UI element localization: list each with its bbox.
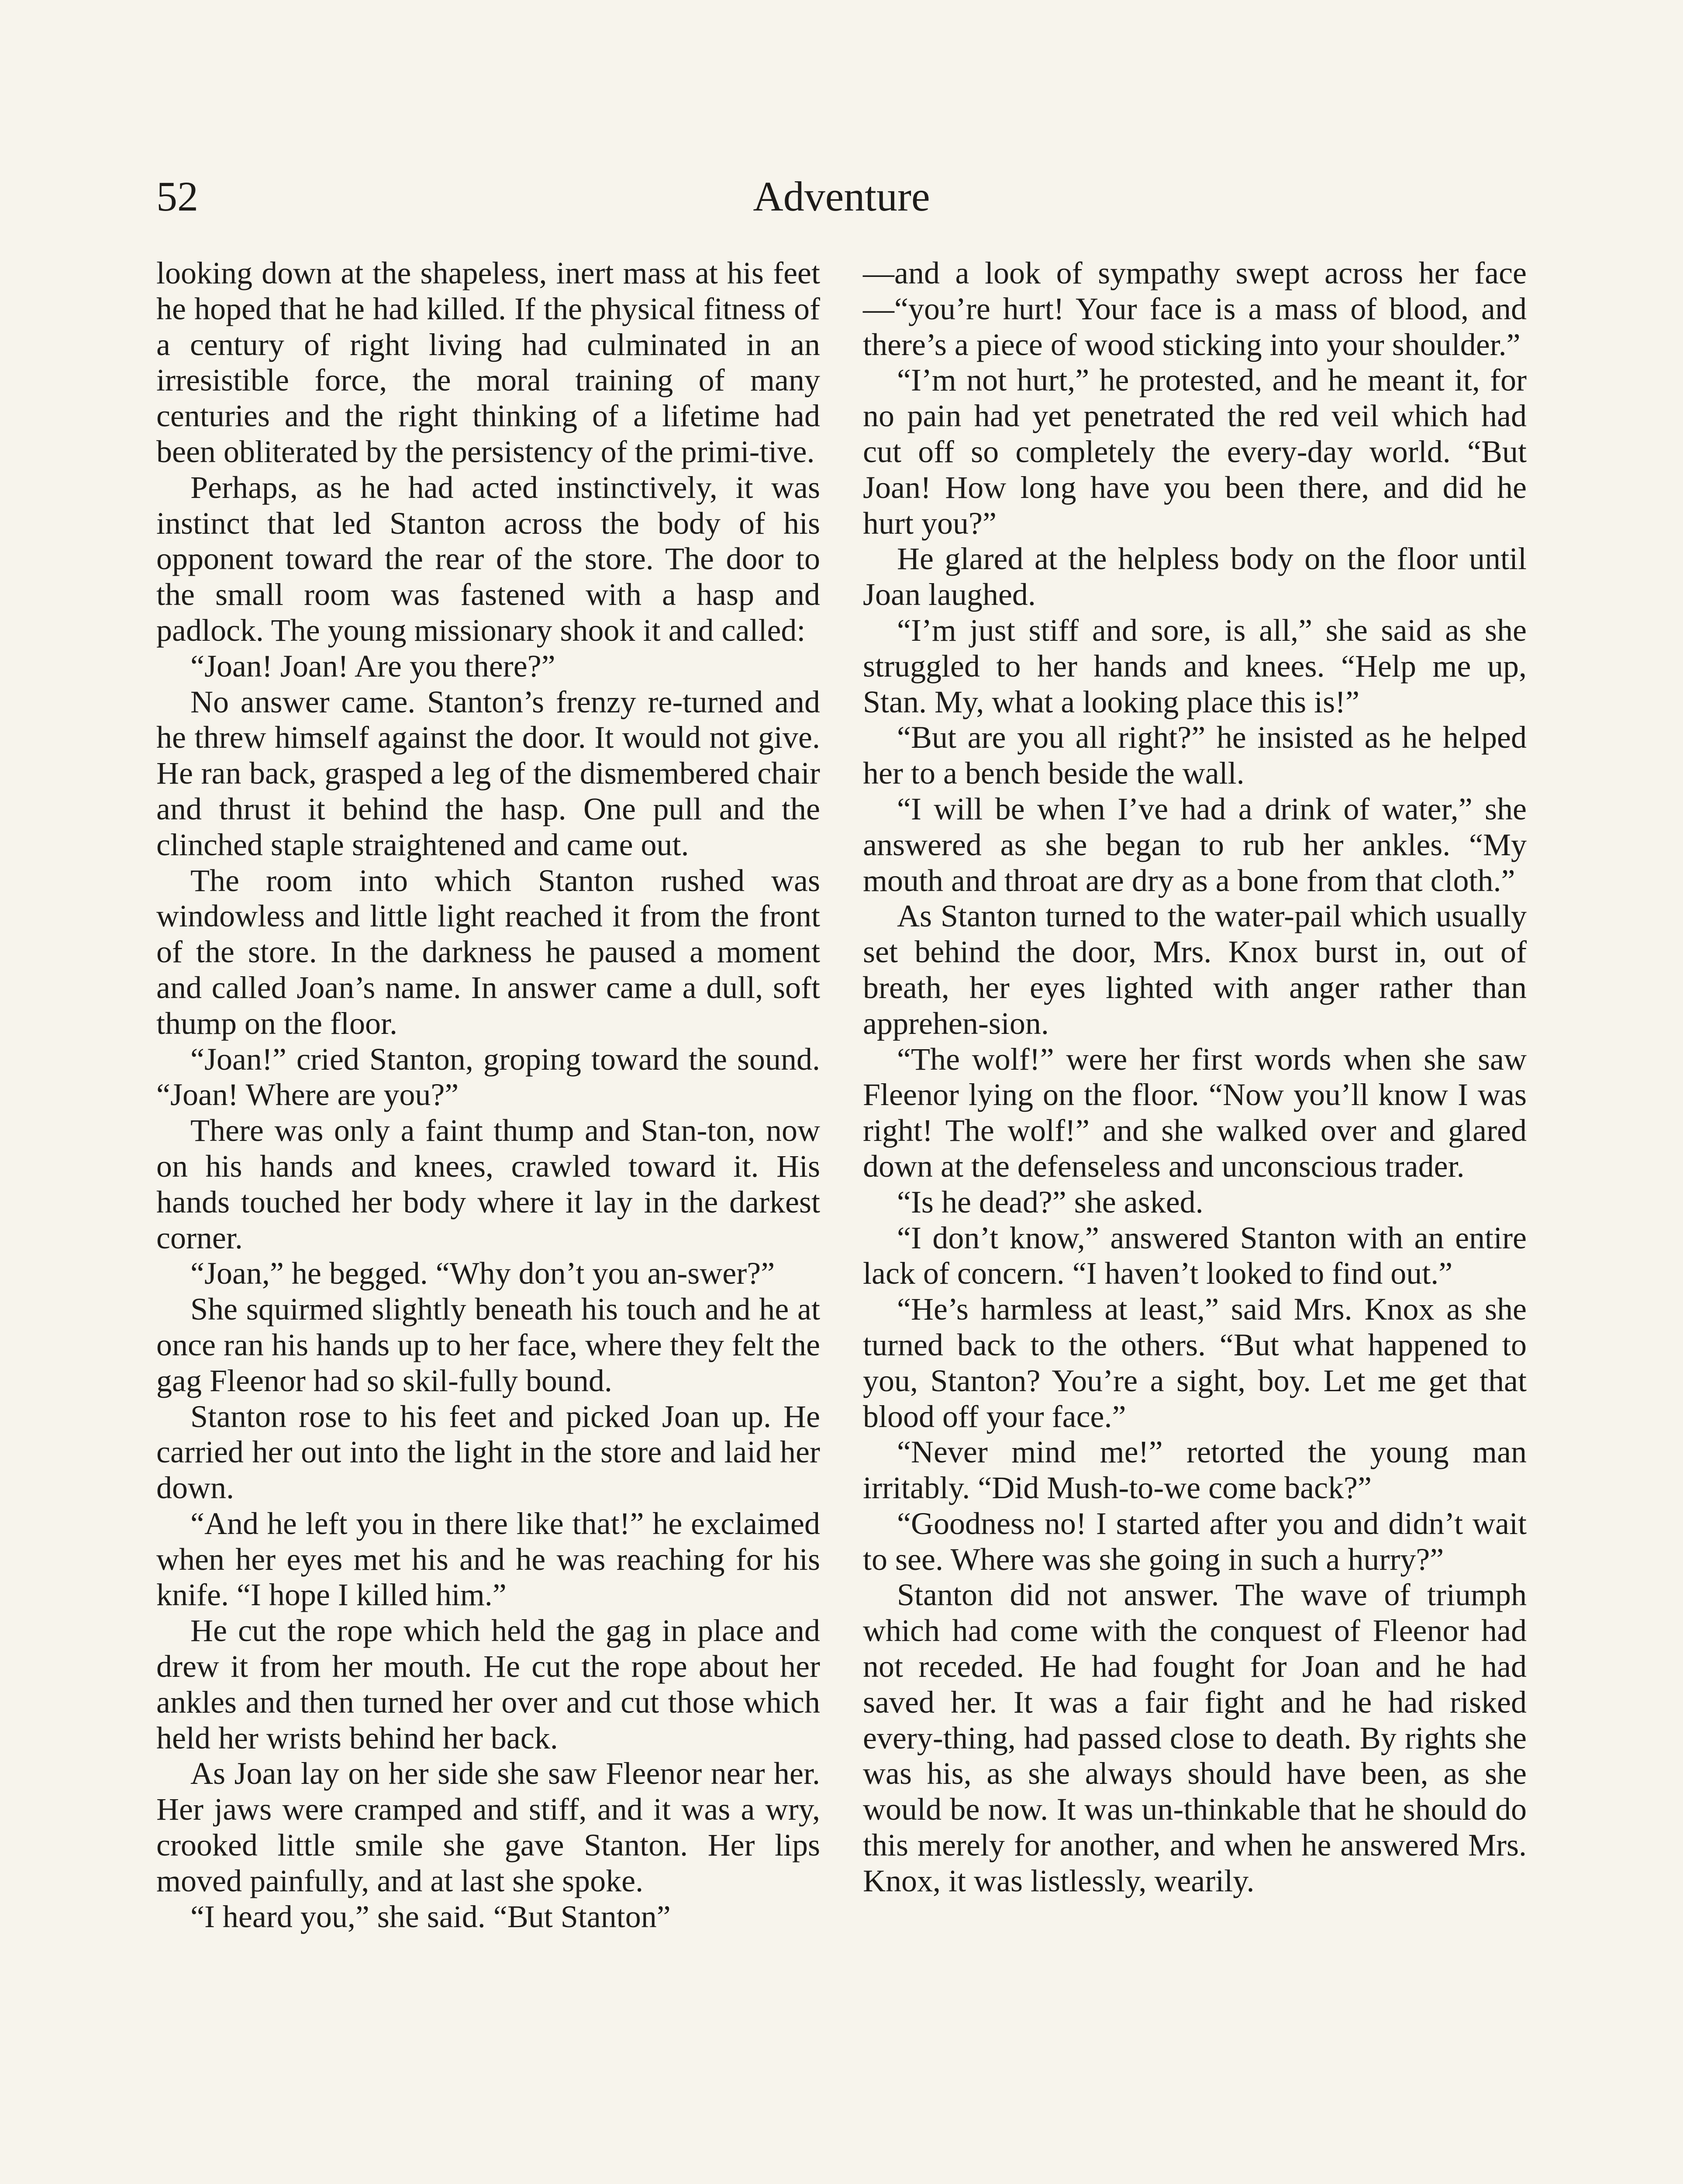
paragraph: She squirmed slightly beneath his touch and he at once ran his hands up to her face, where they felt the gag Fleenor had so skil-fully bound. — [156, 1292, 820, 1398]
paragraph: Perhaps, as he had acted instinctively, it was instinct that led Stanton across the body of his opponent toward the rear of the store. The door to the small room was fastened with a hasp and padlock. The young missionary shook it and called: — [156, 470, 820, 648]
paragraph: He glared at the helpless body on the floor until Joan laughed. — [863, 541, 1527, 612]
magazine-title: Adventure — [753, 173, 930, 220]
paragraph: “Never mind me!” retorted the young man irritably. “Did Mush-to-we come back?” — [863, 1434, 1527, 1506]
paragraph: As Joan lay on her side she saw Fleenor near her. Her jaws were cramped and stiff, and it was a wry, crooked little smile she gave Stanton. Her lips moved painfully, and at last she spoke. — [156, 1756, 820, 1898]
paragraph: “Joan!” cried Stanton, groping toward the sound. “Joan! Where are you?” — [156, 1041, 820, 1113]
paragraph: Stanton rose to his feet and picked Joan up. He carried her out into the light in the store and laid her down. — [156, 1399, 820, 1506]
paragraph: “I heard you,” she said. “But Stanton” — [190, 1899, 671, 1934]
text-column-right — [863, 256, 1527, 1899]
paragraph: “Goodness no! I started after you and didn’t wait to see. Where was she going in such a hurry?” — [863, 1506, 1527, 1577]
paragraph: Stanton did not answer. The wave of triumph which had come with the conquest of Fleenor had not receded. He had fought for Joan and he had saved her. It was a fair fight and he had risked every-thing, had passed close to death. By rights she was his, as she always should have been, as she would be now. It was un-thinkable that he should do this merely for another, and when he answered Mrs. Knox, it was listlessly, wearily. — [863, 1577, 1527, 1898]
paragraph: “I’m not hurt,” he protested, and he meant it, for no pain had yet penetrated the red veil which had cut off so completely the every-day world. “But Joan! How long have you been there, and did he hurt you?” — [863, 363, 1527, 541]
paragraph: looking down at the shapeless, inert mass at his feet he hoped that he had killed. If the physical fitness of a century of right living had culminated in an irresistible force, the moral training of many centuries and the right thinking of a lifetime had been obliterated by the persistency of the primi-tive. — [156, 256, 820, 469]
paragraph: “He’s harmless at least,” said Mrs. Knox as she turned back to the others. “But what happened to you, Stanton? You’re a sight, boy. Let me get that blood off your face.” — [863, 1292, 1527, 1434]
paragraph: No answer came. Stanton’s frenzy re-turned and he threw himself against the door. It would not give. He ran back, grasped a leg of the dismembered chair and thrust it behind the hasp. One pull and the clinched staple straightened and came out. — [156, 684, 820, 862]
page-header — [156, 162, 1527, 232]
paragraph: “And he left you in there like that!” he exclaimed when her eyes met his and he was reaching for his knife. “I hope I killed him.” — [156, 1506, 820, 1613]
paragraph: —and a look of sympathy swept across her face—“you’re hurt! Your face is a mass of blood, and there’s a piece of wood sticking into your shoulder.” — [863, 256, 1527, 362]
paragraph: “I’m just stiff and sore, is all,” she said as she struggled to her hands and knees. “Help me up, Stan. My, what a looking place this is!” — [863, 612, 1527, 719]
paragraph: As Stanton turned to the water-pail which usually set behind the door, Mrs. Knox burst in, out of breath, her eyes lighted with anger rather than apprehen-sion. — [863, 898, 1527, 1041]
paragraph: “Is he dead?” she asked. — [897, 1184, 1204, 1220]
paragraph: There was only a faint thump and Stan-ton, now on his hands and knees, crawled toward it. His hands touched her body where it lay in the darkest corner. — [156, 1113, 820, 1255]
paragraph: “I will be when I’ve had a drink of water,” she answered as she began to rub her ankles. “My mouth and throat are dry as a bone from that cloth.” — [863, 791, 1527, 898]
paragraph: “The wolf!” were her first words when she saw Fleenor lying on the floor. “Now you’ll know I was right! The wolf!” and she walked over and glared down at the defenseless and unconscious trader. — [863, 1041, 1527, 1184]
paragraph: The room into which Stanton rushed was windowless and little light reached it from the front of the store. In the darkness he paused a moment and called Joan’s name. In answer came a dull, soft thump on the floor. — [156, 863, 820, 1041]
paragraph: “Joan! Joan! Are you there?” — [190, 648, 555, 684]
paragraph: “Joan,” he begged. “Why don’t you an-swer?” — [190, 1256, 775, 1291]
paragraph: He cut the rope which held the gag in place and drew it from her mouth. He cut the rope about her ankles and then turned her over and cut those which held her wrists behind her back. — [156, 1613, 820, 1755]
page-number: 52 — [156, 173, 198, 220]
paragraph: “I don’t know,” answered Stanton with an entire lack of concern. “I haven’t looked to find out.” — [863, 1220, 1527, 1291]
text-column-left — [156, 256, 820, 1935]
paragraph: “But are you all right?” he insisted as he helped her to a bench beside the wall. — [863, 720, 1527, 791]
